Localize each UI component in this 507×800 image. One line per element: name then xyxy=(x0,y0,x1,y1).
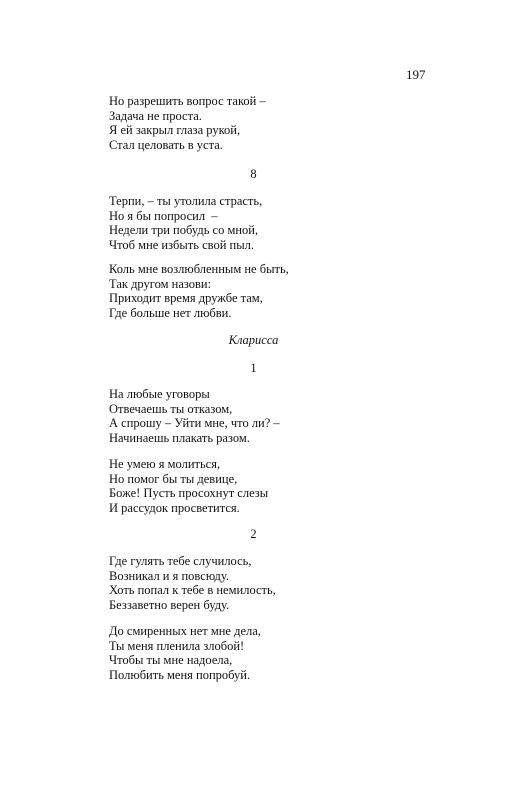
verse-line: А спрошу – Уйти мне, что ли? – xyxy=(109,416,280,431)
stanza-2 xyxy=(109,194,262,252)
verse-line: Отвечаешь ты отказом, xyxy=(109,401,233,416)
verse-line: Чтоб мне избыть свой пыл. xyxy=(109,237,254,252)
stanza-5 xyxy=(109,457,268,515)
page-number: 197 xyxy=(406,67,426,82)
section-number-2: 2 xyxy=(250,527,257,541)
stanza-1 xyxy=(109,94,266,152)
verse-line: Коль мне возлюбленным не быть, xyxy=(109,262,289,276)
verse-line: Но помог бы ты девице, xyxy=(109,471,238,486)
verse-line: Начинаешь плакать разом. xyxy=(109,430,250,445)
poem-title: Кларисса xyxy=(228,333,279,347)
verse-line: Где больше нет любви. xyxy=(109,305,232,320)
verse-line: Не умею я молиться, xyxy=(109,457,221,471)
verse-line: На любые уговоры xyxy=(109,387,210,401)
verse-line: Возникал и я повсюду. xyxy=(109,568,230,583)
section-number-8: 8 xyxy=(250,167,257,181)
verse-line: Беззаветно верен буду. xyxy=(109,597,230,612)
verse-line: До смиренных нет мне дела, xyxy=(109,624,261,638)
stanza-7 xyxy=(109,624,261,682)
verse-line: Стал целовать в уста. xyxy=(109,137,223,152)
verse-line: Боже! Пусть просохнут слезы xyxy=(109,486,269,501)
verse-line: Полюбить меня попробуй. xyxy=(109,667,251,682)
verse-line: Недели три побудь со мной, xyxy=(109,223,259,238)
verse-line: Где гулять тебе случилось, xyxy=(109,554,252,568)
verse-line: Так другом назови: xyxy=(109,276,212,291)
verse-line: Я ей закрыл глаза рукой, xyxy=(109,123,241,138)
verse-line: Приходит время дружбе там, xyxy=(109,291,263,306)
stanza-4 xyxy=(109,387,280,445)
verse-line: Задача не проста. xyxy=(109,108,202,123)
verse-line: Хоть попал к тебе в немилость, xyxy=(109,583,276,598)
verse-line: И рассудок просветится. xyxy=(109,500,240,515)
verse-line: Но разрешить вопрос такой – xyxy=(109,94,266,108)
stanza-6 xyxy=(109,554,276,612)
verse-line: Чтобы ты мне надоела, xyxy=(109,653,233,668)
stanza-3 xyxy=(109,262,289,320)
section-number-1: 1 xyxy=(250,361,257,375)
verse-line: Ты меня пленила злобой! xyxy=(109,638,245,653)
verse-line: Терпи, – ты утолила страсть, xyxy=(109,194,263,208)
verse-line: Но я бы попросил – xyxy=(109,208,218,223)
